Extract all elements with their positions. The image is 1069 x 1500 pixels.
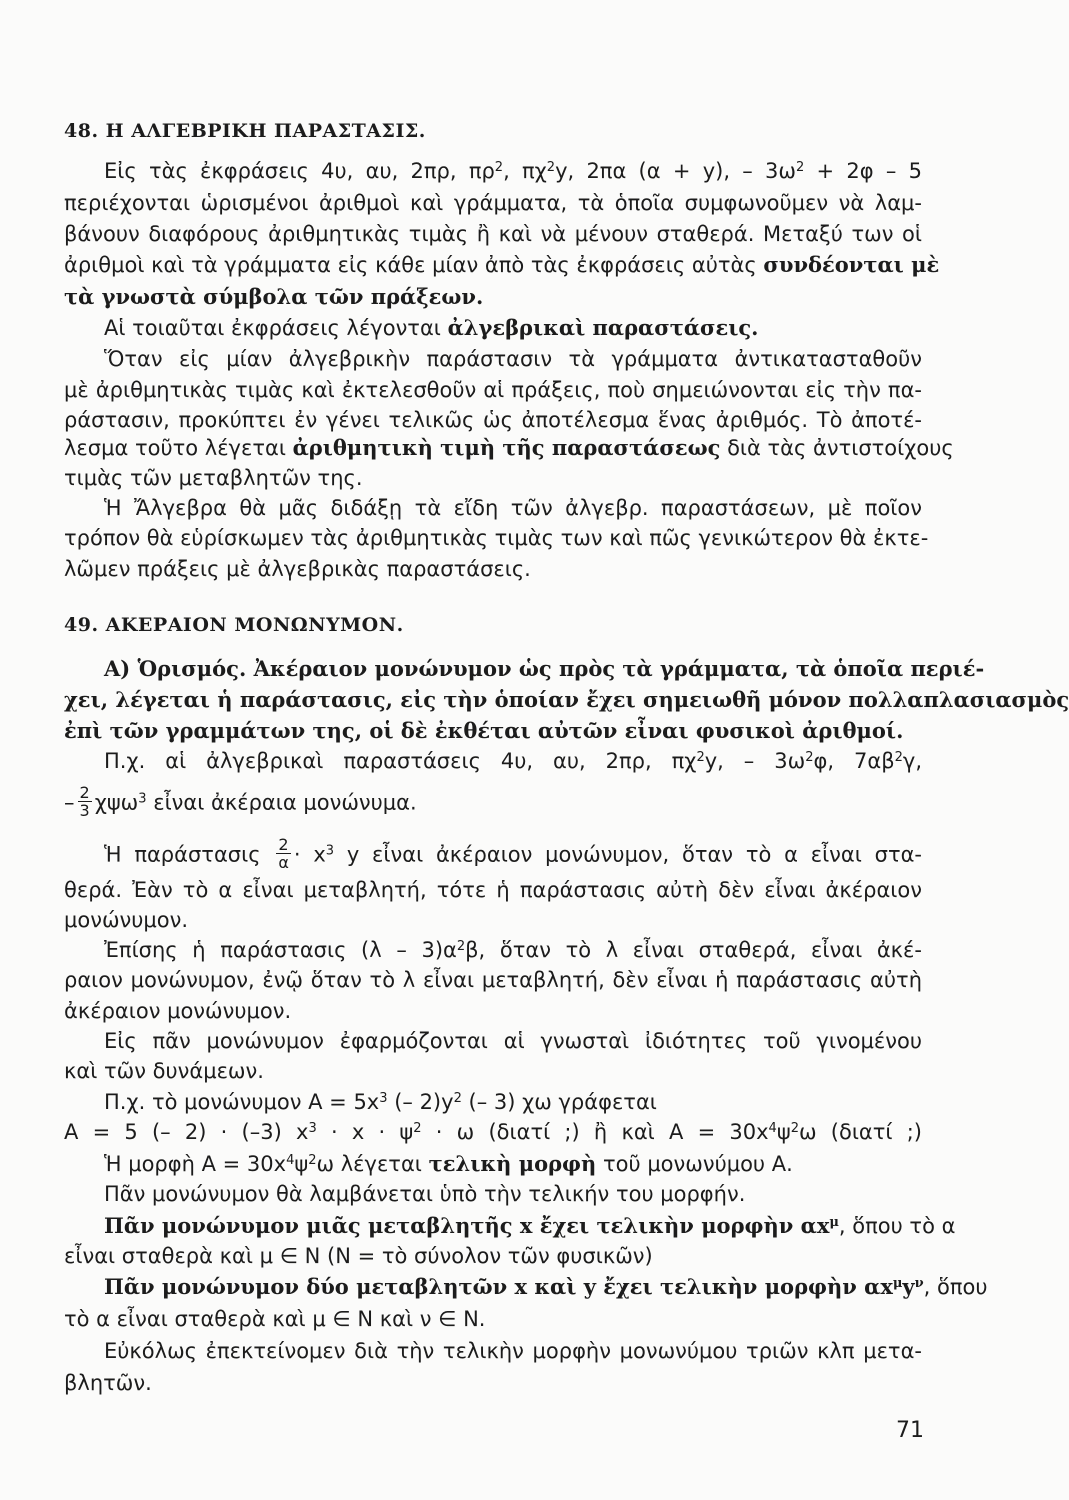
- example-3-line-1: Ἐπίσης ἡ παράστασις $(\lambda - 3)\alpha^2\beta$, ὅταν τὸ λ εἶναι σταθερά, εἶναι ἀκέ-: [104, 938, 922, 962]
- rule-2-line-1: Πᾶν μονώνυμον δύο μεταβλητῶν x καὶ y ἔχει τελικὴν μορφὴν $\alpha x^\mu y^\nu$, ὅπου: [104, 1274, 988, 1299]
- example-2-line-3: μονώνυμον.: [64, 908, 189, 932]
- example-2-line-2: θερά. Ἐὰν τὸ α εἶναι μεταβλητή, τότε ἡ παράστασις αὐτὴ δὲν εἶναι ἀκέραιον: [64, 878, 922, 902]
- section-48-title: 48. Η ΑΛΓΕΒΡΙΚΗ ΠΑΡΑΣΤΑΣΙΣ.: [64, 120, 426, 142]
- fraction-two-over-alpha: $\frac{2}{\alpha}$: [278, 835, 289, 872]
- fraction-two-thirds: $\frac{2}{3}$: [79, 783, 90, 820]
- p1-line-3: βάνουν διαφόρους ἀριθμητικὰς τιμὰς ἢ καὶ νὰ μένουν σταθερά. Μεταξύ των οἱ: [64, 222, 922, 246]
- p3-line-1: Ὅταν εἰς μίαν ἀλγεβρικὴν παράστασιν τὰ γράμματα ἀντικατασταθοῦν: [104, 347, 922, 371]
- rule-1-line-2: εἶναι σταθερὰ καὶ μ ∈ Ν (Ν = τὸ σύνολον τῶν φυσικῶν): [64, 1244, 653, 1268]
- p1-line-5: τὰ γνωστὰ σύμβολα τῶν πράξεων.: [64, 284, 484, 309]
- p5-line-1: Εἰς πᾶν μονώνυμον ἐφαρμόζονται αἱ γνωσταὶ ἰδιότητες τοῦ γινομένου: [104, 1029, 922, 1053]
- example-4-line-1: Π.χ. τὸ μονώνυμον $A = 5x^3$ (– $2)y^2$ (– 3) χω γράφεται: [104, 1090, 657, 1114]
- rule-2-line-2: τὸ α εἶναι σταθερὰ καὶ μ ∈ Ν καὶ ν ∈ Ν.: [64, 1307, 486, 1331]
- p6-line-1: Εὐκόλως ἐπεκτείνομεν διὰ τὴν τελικὴν μορφὴν μονωνύμου τριῶν κλπ μετα-: [104, 1339, 922, 1363]
- p2-line-1: Αἱ τοιαῦται ἐκφράσεις λέγονται ἀλγεβρικαὶ παραστάσεις.: [104, 315, 759, 340]
- p3-line-4: λεσμα τοῦτο λέγεται ἀριθμητικὴ τιμὴ τῆς παραστάσεως διὰ τὰς ἀντιστοίχους: [64, 435, 954, 460]
- def-line-2: χει, λέγεται ἡ παράστασις, εἰς τὴν ὁποίαν ἔχει σημειωθῆ μόνον πολλαπλασιασμὸς: [64, 687, 1069, 712]
- example-4-line-3: Ἡ μορφὴ $A = 30x^4\psi^2\omega$ λέγεται τελικὴ μορφὴ τοῦ μονωνύμου Α.: [104, 1151, 793, 1176]
- example-4-line-2: Α = 5 (– 2) · (–3) $x^3 \cdot x \cdot \psi^2 \cdot \omega$ (διατί ;) ἢ καὶ $A = 30x^4\psi^2\omega$ (διατί ;): [64, 1120, 922, 1144]
- p3-line-5: τιμὰς τῶν μεταβλητῶν της.: [64, 466, 363, 490]
- p6-line-2: βλητῶν.: [64, 1371, 152, 1395]
- p3-line-2: μὲ ἀριθμητικὰς τιμὰς καὶ ἐκτελεσθοῦν αἱ πράξεις, ποὺ σημειώνονται εἰς τὴν πα-: [64, 378, 922, 402]
- example-4-line-4: Πᾶν μονώνυμον θὰ λαμβάνεται ὑπὸ τὴν τελικήν του μορφήν.: [104, 1182, 746, 1206]
- p1-line-4: ἀριθμοὶ καὶ τὰ γράμματα εἰς κάθε μίαν ἀπὸ τὰς ἐκφράσεις αὐτὰς συνδέονται μὲ: [64, 252, 940, 277]
- p4-line-1: Ἡ Ἄλγεβρα θὰ μᾶς διδάξῃ τὰ εἴδη τῶν ἀλγεβρ. παραστάσεων, μὲ ποῖον: [104, 496, 922, 520]
- page-number: 71: [896, 1418, 924, 1443]
- p3-line-3: ράστασιν, προκύπτει ἐν γένει τελικῶς ὡς ἀποτέλεσμα ἕνας ἀριθμός. Τὸ ἀποτέ-: [64, 408, 922, 432]
- example-1-line-2: – $\frac{2}{3}$ χψω$^3$ εἶναι ἀκέραια μονώνυμα.: [64, 783, 417, 820]
- def-line-3: ἐπὶ τῶν γραμμάτων της, οἱ δὲ ἐκθέται αὐτῶν εἶναι φυσικοὶ ἀριθμοί.: [64, 718, 904, 743]
- p5-line-2: καὶ τῶν δυνάμεων.: [64, 1059, 264, 1083]
- p1-line-1: Εἰς τὰς ἐκφράσεις 4υ, αυ, 2πρ, $\pi\rho^2$, $\pi\chi^2y$, 2πα (α + y), – $3\omega^2 + 2\varphi - 5$: [104, 159, 923, 183]
- example-2-line-1: Ἡ παράστασις $\frac{2}{\alpha}$ · $x^3$ y εἶναι ἀκέραιον μονώνυμον, ὅταν τὸ α εἶναι στα-: [104, 835, 923, 872]
- example-3-line-2: ραιον μονώνυμον, ἐνῷ ὅταν τὸ λ εἶναι μεταβλητή, δὲν εἶναι ἡ παράστασις αὐτὴ: [64, 968, 922, 992]
- example-3-line-3: ἀκέραιον μονώνυμον.: [64, 999, 292, 1023]
- p4-line-3: λῶμεν πράξεις μὲ ἀλγεβρικὰς παραστάσεις.: [64, 557, 531, 581]
- p1-line-2: περιέχονται ὡρισμένοι ἀριθμοὶ καὶ γράμματα, τὰ ὁποῖα συμφωνοῦμεν νὰ λαμ-: [64, 191, 922, 215]
- rule-1-line-1: Πᾶν μονώνυμον μιᾶς μεταβλητῆς x ἔχει τελικὴν μορφὴν $\alpha x^\mu$, ὅπου τὸ α: [104, 1213, 956, 1238]
- section-49-title: 49. ΑΚΕΡΑΙΟΝ ΜΟΝΩΝΥΜΟΝ.: [64, 614, 404, 636]
- p4-line-2: τρόπον θὰ εὑρίσκωμεν τὰς ἀριθμητικὰς τιμὰς των καὶ πῶς γενικώτερον θὰ ἐκτε-: [64, 526, 929, 550]
- example-1-line-1: Π.χ. αἱ ἀλγεβρικαὶ παραστάσεις 4υ, αυ, 2πρ, $\pi\chi^2y$, – $3\omega^2\varphi$, $7\alpha\beta^2\gamma$,: [104, 749, 922, 773]
- def-line-1: Α) Ὁρισμός. Ἀκέραιον μονώνυμον ὡς πρὸς τὰ γράμματα, τὰ ὁποῖα περιέ-: [104, 656, 985, 681]
